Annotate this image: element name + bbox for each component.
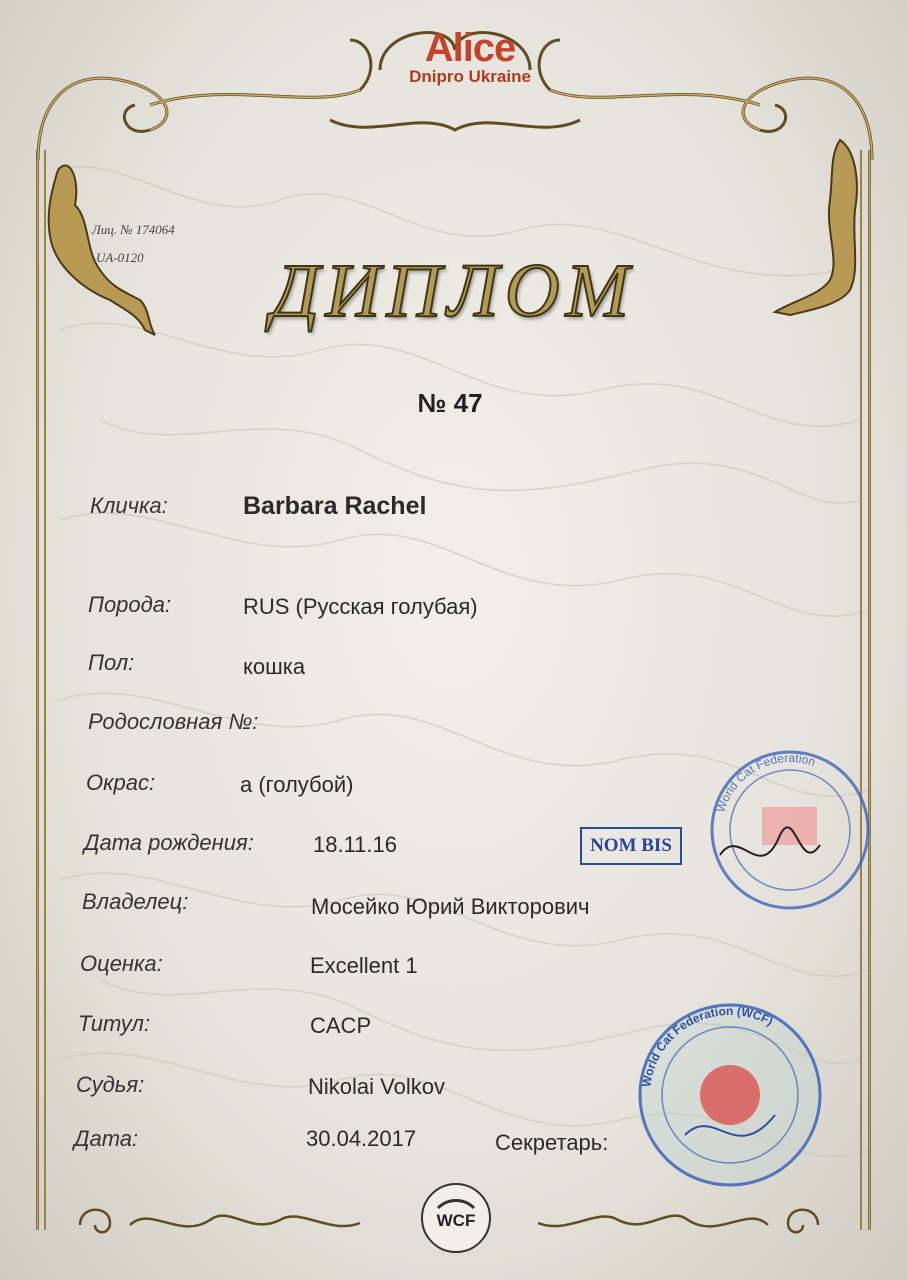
diploma-number: № 47 [417,388,483,418]
logo-text: Alice [424,26,516,70]
color-label: Окрас: [86,770,156,795]
sex-label: Пол: [88,650,135,675]
nom-bis-stamp: NOM BIS [580,827,682,865]
wcf-footer-text: WCF [436,1211,476,1230]
sex-value: кошка [243,654,306,679]
birth-date-label: Дата рождения: [84,830,254,855]
birth-date-value: 18.11.16 [313,832,398,857]
alice-logo [380,28,560,86]
date-value: 30.04.2017 [306,1126,417,1151]
frame-left-outer [36,150,39,1230]
title-label: Титул: [78,1011,151,1036]
wcf-seal-lower-icon [625,995,835,1195]
name-value: Barbara Rachel [243,492,427,520]
right-cat-figure-icon [770,130,870,330]
owner-value: Мосейко Юрий Викторович [311,894,590,919]
grade-label: Оценка: [80,951,163,976]
secretary-label: Секретарь: [495,1130,609,1155]
wcf-footer-logo-icon [418,1180,494,1256]
name-label: Кличка: [90,493,168,518]
date-label: Дата: [74,1126,139,1151]
breed-value: RUS (Русская голубая) [243,594,478,619]
left-cat-figure-icon [40,150,160,340]
logo-subtitle: Dnipro Ukraine [409,67,531,86]
title-value: CACP [310,1013,372,1038]
seal-lower-text: World Cat Federation (WCF) [639,1003,776,1088]
pedigree-label: Родословная №: [88,709,259,734]
wcf-seal-upper-icon [700,745,880,915]
grade-value: Excellent 1 [310,953,418,978]
judge-label: Судья: [76,1072,145,1097]
diploma-title: ДИПЛОМ [271,249,635,333]
bottom-ornament-left [70,1195,370,1245]
license-number: Лиц. № 174064 [92,222,175,237]
judge-value: Nikolai Volkov [308,1074,445,1099]
owner-label: Владелец: [82,889,189,914]
bottom-ornament-right [528,1195,828,1245]
seal-upper-text: World Cat Federation [713,750,818,815]
color-value: a (голубой) [240,772,354,797]
license-code: UA-0120 [96,250,144,265]
breed-label: Порода: [88,592,172,617]
svg-text:World Cat Federation [714,751,818,814]
